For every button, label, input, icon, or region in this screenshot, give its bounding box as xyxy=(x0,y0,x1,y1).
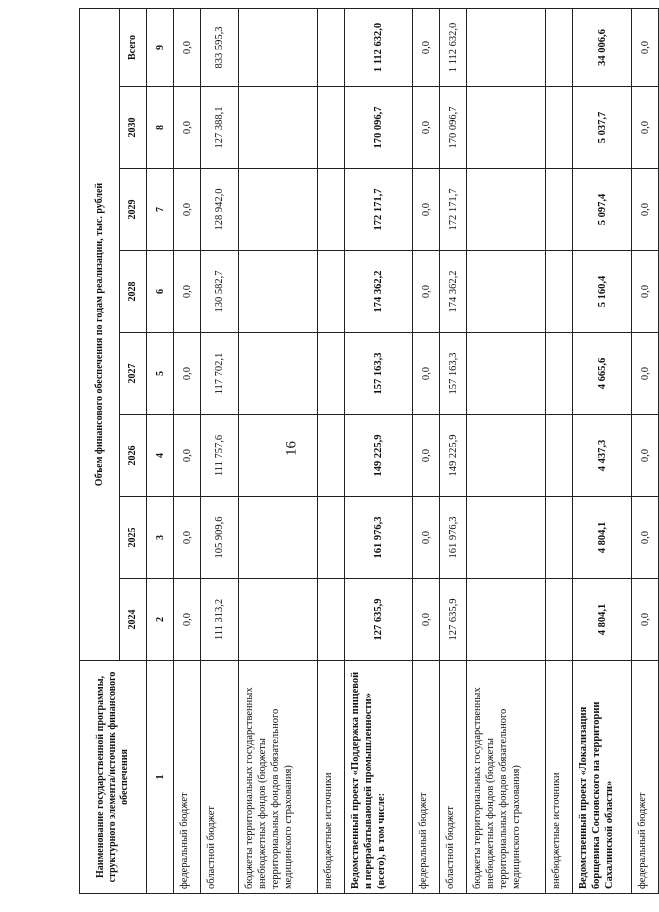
cell-amount: 170 096,7 xyxy=(345,87,413,169)
cell-amount xyxy=(546,333,573,415)
header-index: 3 xyxy=(147,497,174,579)
cell-total xyxy=(239,9,318,87)
header-year: 2029 xyxy=(120,169,147,251)
row-source-name: внебюджетные источники xyxy=(546,661,573,894)
cell-amount: 0,0 xyxy=(174,497,201,579)
table-row xyxy=(440,9,467,894)
cell-amount: 161 976,3 xyxy=(345,497,413,579)
cell-amount xyxy=(318,251,345,333)
cell-amount xyxy=(239,333,318,415)
cell-amount: 111 313,2 xyxy=(201,579,239,661)
cell-amount xyxy=(318,497,345,579)
cell-amount xyxy=(546,415,573,497)
cell-amount xyxy=(467,497,546,579)
row-source-name: федеральный бюджет xyxy=(174,661,201,894)
cell-amount: 172 171,7 xyxy=(440,169,467,251)
cell-amount xyxy=(467,169,546,251)
cell-amount xyxy=(318,87,345,169)
row-source-name: областной бюджет xyxy=(440,661,467,894)
cell-amount xyxy=(546,251,573,333)
cell-amount: 157 163,3 xyxy=(440,333,467,415)
row-source-name: федеральный бюджет xyxy=(632,661,659,894)
cell-amount xyxy=(546,497,573,579)
table-row xyxy=(318,9,345,894)
cell-amount xyxy=(467,251,546,333)
cell-amount xyxy=(239,87,318,169)
cell-total: 833 595,3 xyxy=(201,9,239,87)
cell-total xyxy=(318,9,345,87)
table-row xyxy=(632,9,659,894)
cell-amount xyxy=(239,415,318,497)
cell-amount xyxy=(239,579,318,661)
cell-amount: 0,0 xyxy=(632,87,659,169)
header-year: 2026 xyxy=(120,415,147,497)
cell-amount xyxy=(318,333,345,415)
cell-amount: 161 976,3 xyxy=(440,497,467,579)
header-index: 4 xyxy=(147,415,174,497)
cell-amount xyxy=(318,169,345,251)
header-funding-group: Объем финансового обеспечения по годам реализации, тыс. рублей xyxy=(80,9,120,661)
cell-total xyxy=(546,9,573,87)
row-source-name: федеральный бюджет xyxy=(413,661,440,894)
cell-amount: 0,0 xyxy=(413,169,440,251)
cell-amount: 0,0 xyxy=(174,579,201,661)
table-body xyxy=(174,9,659,894)
cell-amount: 0,0 xyxy=(632,251,659,333)
cell-amount: 5 097,4 xyxy=(573,169,632,251)
funding-table-container xyxy=(79,9,651,894)
cell-amount: 0,0 xyxy=(174,87,201,169)
cell-total: 1 112 632,0 xyxy=(440,9,467,87)
cell-amount xyxy=(546,169,573,251)
cell-amount: 4 804,1 xyxy=(573,497,632,579)
header-year: 2030 xyxy=(120,87,147,169)
cell-amount xyxy=(239,251,318,333)
cell-amount: 4 804,1 xyxy=(573,579,632,661)
cell-amount xyxy=(318,415,345,497)
cell-amount: 0,0 xyxy=(174,333,201,415)
cell-amount: 0,0 xyxy=(174,415,201,497)
cell-total: 0,0 xyxy=(413,9,440,87)
cell-amount: 127 635,9 xyxy=(345,579,413,661)
cell-amount: 5 037,7 xyxy=(573,87,632,169)
cell-amount xyxy=(318,579,345,661)
row-source-name: внебюджетные источники xyxy=(318,661,345,894)
row-source-name: Ведомственный проект «Локализация борщевика Сосновского на территории Сахалинской области» xyxy=(573,661,632,894)
cell-amount xyxy=(546,579,573,661)
header-year: 2025 xyxy=(120,497,147,579)
cell-amount xyxy=(467,87,546,169)
cell-amount xyxy=(546,87,573,169)
row-source-name: областной бюджет xyxy=(201,661,239,894)
cell-amount xyxy=(467,333,546,415)
funding-table xyxy=(79,8,659,894)
header-name-column: Наименование государственной программы, структурного элемента/источник финансового обеспечения xyxy=(80,661,147,894)
cell-amount: 130 582,7 xyxy=(201,251,239,333)
header-year: 2028 xyxy=(120,251,147,333)
table-row xyxy=(345,9,413,894)
header-year: 2024 xyxy=(120,579,147,661)
header-index: 9 xyxy=(147,9,174,87)
cell-amount: 0,0 xyxy=(413,87,440,169)
cell-amount: 128 942,0 xyxy=(201,169,239,251)
cell-amount: 0,0 xyxy=(174,251,201,333)
cell-amount: 170 096,7 xyxy=(440,87,467,169)
cell-amount: 0,0 xyxy=(413,497,440,579)
cell-amount: 5 160,4 xyxy=(573,251,632,333)
cell-amount: 127 635,9 xyxy=(440,579,467,661)
header-year: 2027 xyxy=(120,333,147,415)
cell-amount: 0,0 xyxy=(413,251,440,333)
cell-amount: 0,0 xyxy=(632,497,659,579)
cell-amount: 0,0 xyxy=(413,415,440,497)
page-number: 16 xyxy=(283,441,300,456)
header-index: 2 xyxy=(147,579,174,661)
cell-amount xyxy=(239,169,318,251)
cell-amount: 149 225,9 xyxy=(440,415,467,497)
cell-amount: 127 388,1 xyxy=(201,87,239,169)
row-source-name: Ведомственный проект «Поддержка пищевой и перерабатывающей промышленности» (всего), в том числе: xyxy=(345,661,413,894)
table-row xyxy=(573,9,632,894)
table-row xyxy=(413,9,440,894)
cell-amount: 174 362,2 xyxy=(440,251,467,333)
cell-amount: 0,0 xyxy=(632,169,659,251)
cell-amount xyxy=(467,579,546,661)
header-index: 7 xyxy=(147,169,174,251)
cell-amount: 174 362,2 xyxy=(345,251,413,333)
cell-amount: 157 163,3 xyxy=(345,333,413,415)
cell-total: 0,0 xyxy=(632,9,659,87)
cell-total: 0,0 xyxy=(174,9,201,87)
cell-amount: 117 702,1 xyxy=(201,333,239,415)
cell-amount: 149 225,9 xyxy=(345,415,413,497)
cell-amount: 4 437,3 xyxy=(573,415,632,497)
cell-amount: 0,0 xyxy=(632,579,659,661)
cell-amount xyxy=(467,415,546,497)
cell-amount: 111 757,6 xyxy=(201,415,239,497)
row-source-name: бюджеты территориальных государственных внебюджетных фондов (бюджеты территориальных фондов обязательного медицинского страхования) xyxy=(239,661,318,894)
cell-amount xyxy=(239,497,318,579)
header-total: Всего xyxy=(120,9,147,87)
header-index: 1 xyxy=(147,661,174,894)
cell-amount: 105 909,6 xyxy=(201,497,239,579)
header-index: 6 xyxy=(147,251,174,333)
cell-amount: 0,0 xyxy=(632,333,659,415)
cell-amount: 0,0 xyxy=(413,333,440,415)
table-row xyxy=(201,9,239,894)
header-index: 5 xyxy=(147,333,174,415)
table-row xyxy=(174,9,201,894)
cell-total: 34 006,6 xyxy=(573,9,632,87)
table-row xyxy=(467,9,546,894)
cell-total: 1 112 632,0 xyxy=(345,9,413,87)
table-row xyxy=(546,9,573,894)
table-row xyxy=(239,9,318,894)
cell-total xyxy=(467,9,546,87)
cell-amount: 0,0 xyxy=(413,579,440,661)
cell-amount: 0,0 xyxy=(174,169,201,251)
cell-amount: 0,0 xyxy=(632,415,659,497)
row-source-name: бюджеты территориальных государственных внебюджетных фондов (бюджеты территориальных фондов обязательного медицинского страхования) xyxy=(467,661,546,894)
header-index: 8 xyxy=(147,87,174,169)
cell-amount: 4 665,6 xyxy=(573,333,632,415)
cell-amount: 172 171,7 xyxy=(345,169,413,251)
